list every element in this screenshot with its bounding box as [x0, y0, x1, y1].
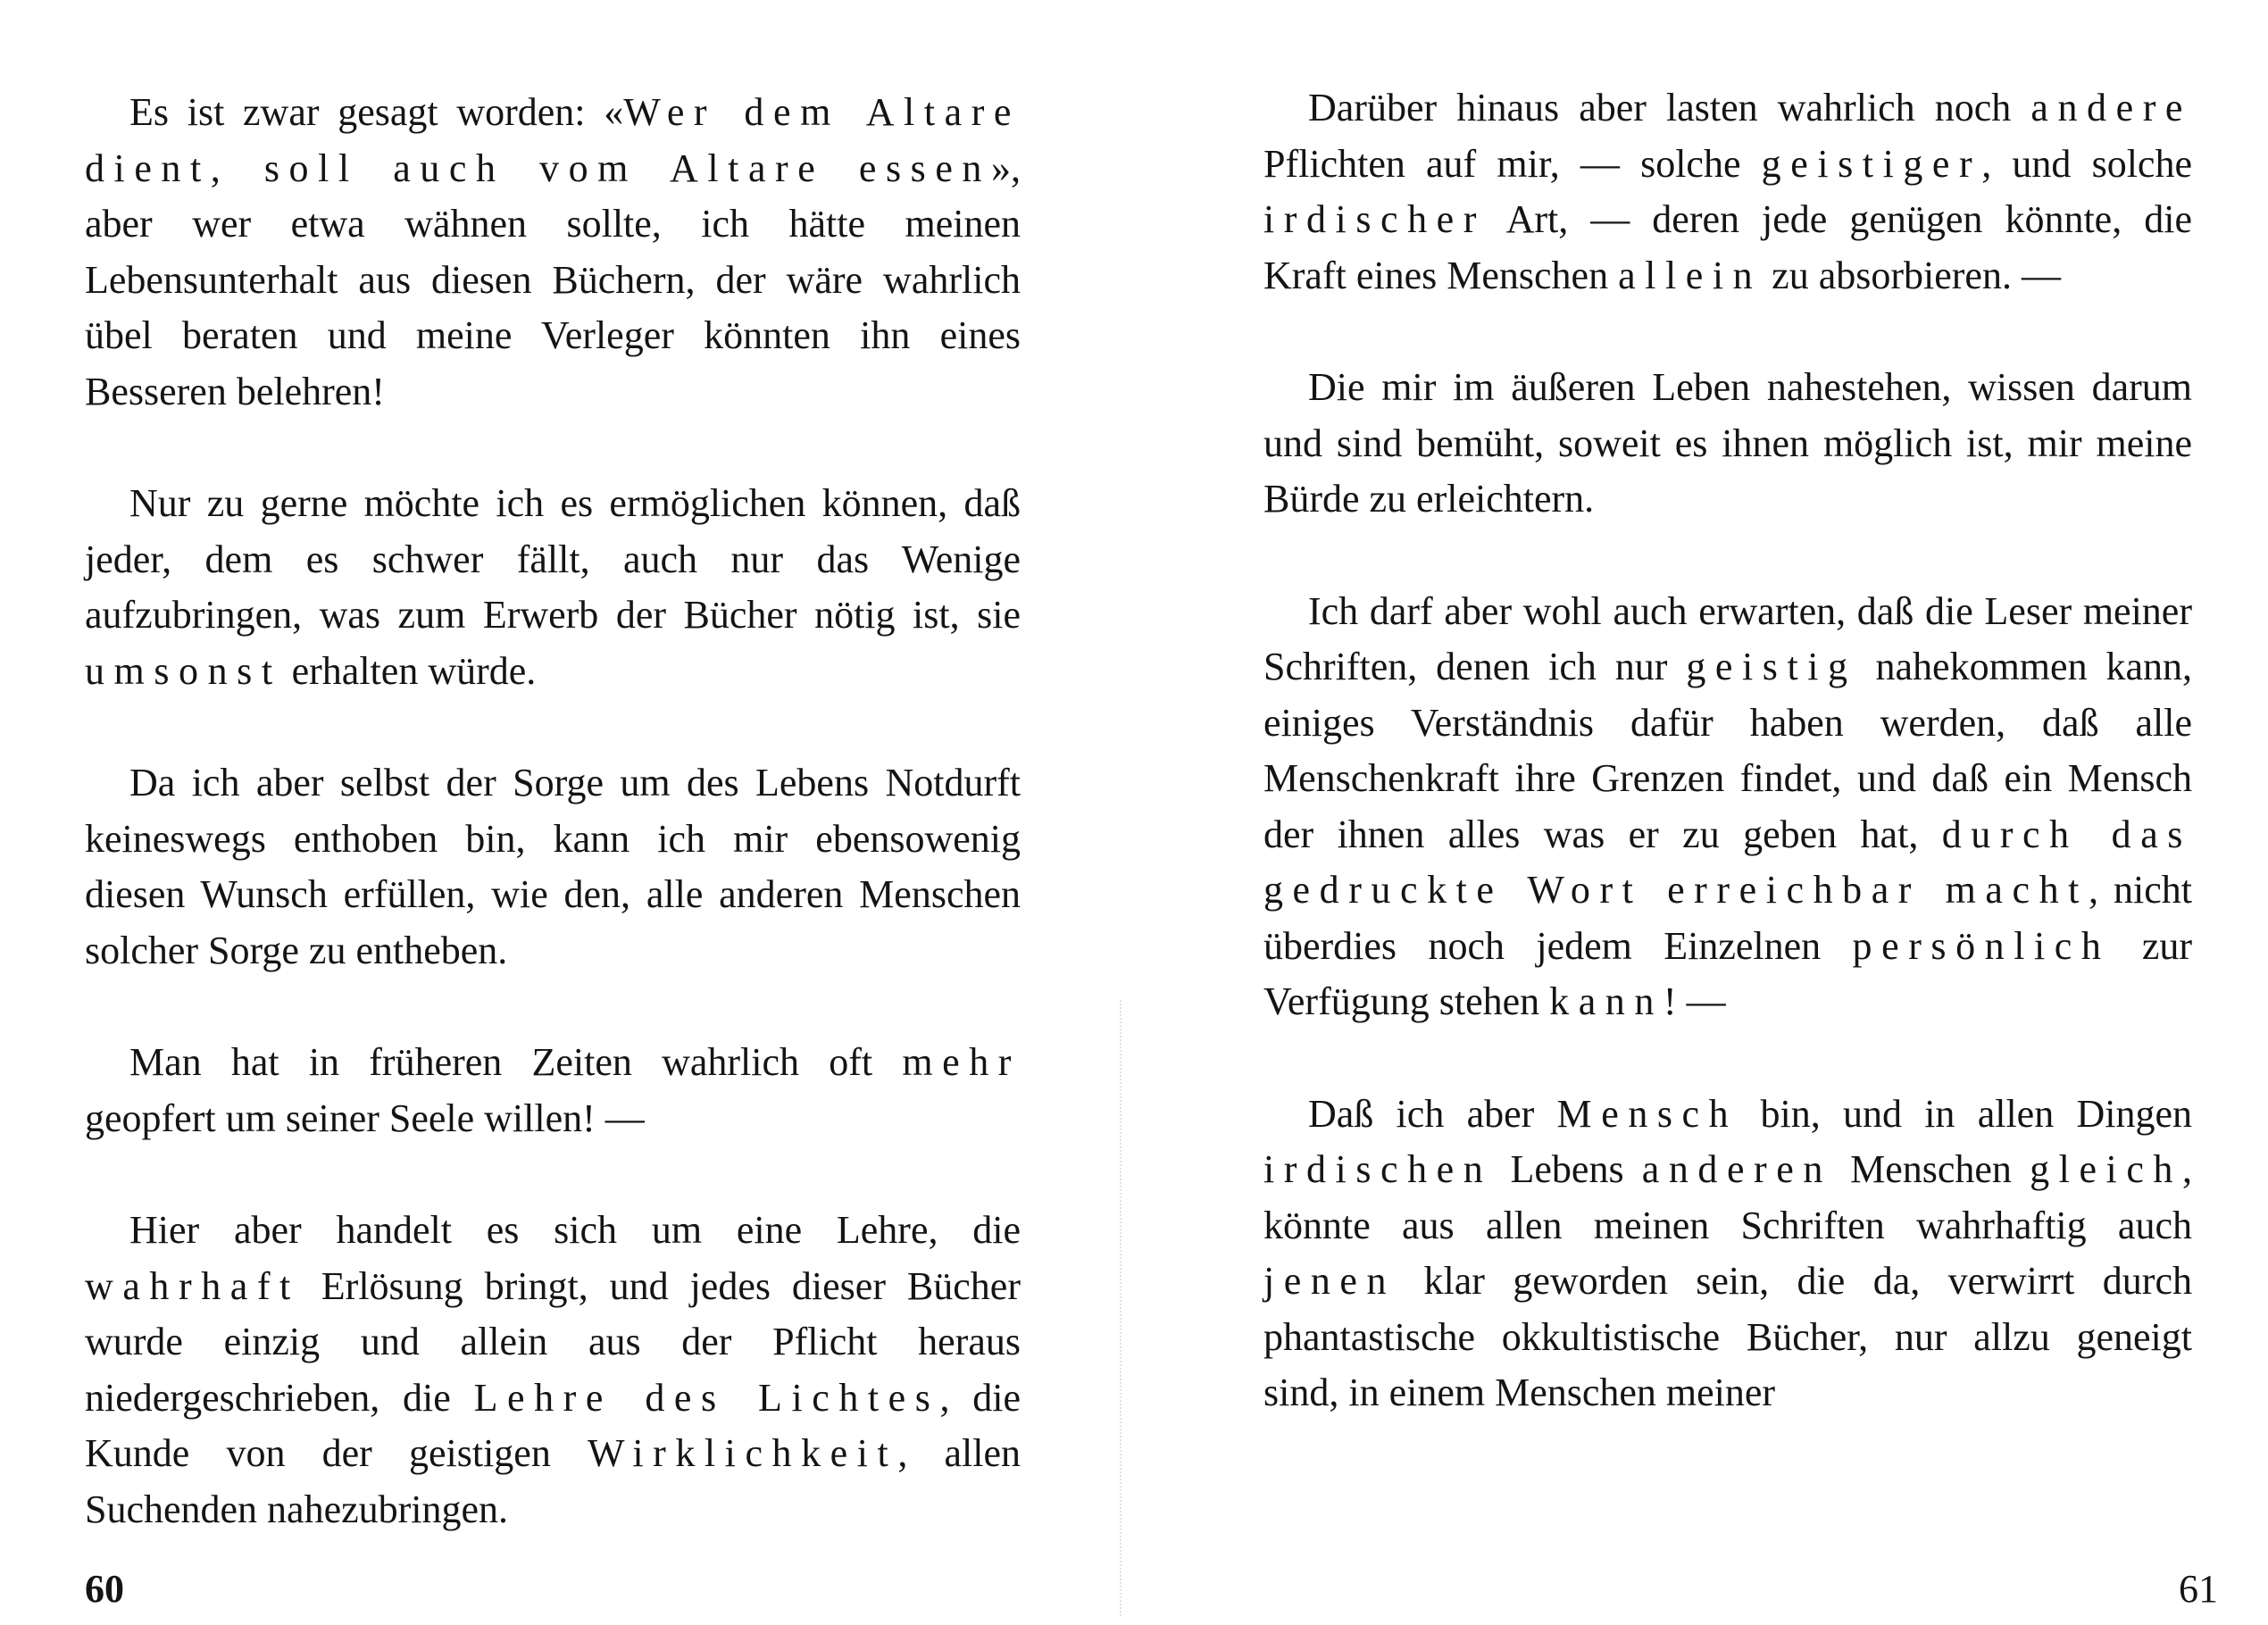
text-run: , nicht überdies noch jedem Einzelnen: [1263, 868, 2192, 968]
book-gutter: [1120, 1000, 1134, 1616]
right-page: [1134, 0, 2268, 1625]
text-run: Man hat in früheren Zeiten wahrlich oft: [129, 1040, 903, 1084]
emphasized-text: kann: [1549, 979, 1663, 1023]
left-page: [0, 0, 1125, 1625]
text-run: Daß ich aber: [1308, 1091, 1557, 1136]
paragraph: [85, 755, 1021, 979]
text-run: Nur zu gerne möchte ich es ermöglichen können, daß jeder, dem es schwer fällt, auch nur das Wenige aufzubringen, was zum Erwerb der Bücher nötig ist, sie: [85, 481, 1021, 637]
paragraph: [85, 1035, 1021, 1146]
emphasized-text: andere: [2030, 86, 2192, 129]
text-run: Es ist zwar gesagt worden: «: [129, 90, 624, 134]
text-run: klar geworden sein, die da, verwirrt durch phantastische okkultistische Bücher, nur allzu geneigt sind, in einem Menschen meiner: [1263, 1259, 2192, 1414]
emphasized-text: wahrhaft: [85, 1263, 300, 1308]
text-run: Ich darf aber wohl auch erwarten, daß die Leser meiner Schriften, denen ich nur: [1263, 588, 2192, 688]
text-run: erhalten würde.: [281, 648, 537, 693]
emphasized-text: Wer dem Altare dient, soll auch vom Altare essen: [85, 90, 1021, 190]
text-run: bin, und in allen Dingen: [1738, 1091, 2192, 1136]
emphasized-text: jenen: [1263, 1259, 1397, 1303]
emphasized-text: allein: [1618, 253, 1763, 297]
paragraph: [85, 85, 1021, 420]
paragraph: [1263, 1087, 2192, 1421]
emphasized-text: anderen: [1641, 1147, 1832, 1191]
text-run: Da ich aber selbst der Sorge um des Lebens Notdurft keineswegs enthoben bin, kann ich mir ebensowenig diesen Wunsch erfüllen, wie den, alle anderen Menschen solcher Sorge zu entheben.: [85, 761, 1021, 972]
text-run: geopfert um seiner Seele willen! —: [85, 1096, 645, 1140]
text-run: ! —: [1663, 979, 1726, 1023]
emphasized-text: Lehre des Lichtes: [473, 1375, 940, 1420]
emphasized-text: Mensch: [1556, 1091, 1739, 1136]
left-text-column: [85, 85, 1021, 1594]
right-text-column: [1263, 80, 2192, 1478]
text-run: Hier aber handelt es sich um eine Lehre, die: [129, 1208, 1021, 1252]
text-run: Lebens: [1492, 1147, 1642, 1191]
paragraph: [1263, 584, 2192, 1030]
emphasized-text: geistiger: [1761, 141, 1982, 186]
emphasized-text: Wirklichkeit: [588, 1431, 898, 1475]
text-run: », aber wer etwa wähnen sollte, ich hätte meinen Lebensunterhalt aus diesen Büchern, der wäre wahrlich übel beraten und meine Verleger könnten ihn eines Besseren belehren!: [85, 146, 1021, 413]
emphasized-text: geistig: [1686, 645, 1857, 688]
text-run: , könnte aus allen meinen Schriften wahrhaftig auch: [1263, 1147, 2192, 1247]
text-run: Erlösung bringt, und jedes dieser Bücher wurde einzig und allein aus der Pflicht heraus niedergeschrieben, die: [85, 1263, 1021, 1420]
emphasized-text: irdischen: [1263, 1147, 1493, 1191]
text-run: Art, — deren jede genügen könnte, die Kraft eines Menschen: [1263, 197, 2192, 297]
paragraph: [85, 1203, 1021, 1538]
paragraph: [85, 476, 1021, 699]
emphasized-text: durch das gedruckte Wort erreichbar macht: [1263, 812, 2192, 912]
text-run: zur Verfügung stehen: [1263, 923, 2193, 1023]
text-run: Darüber hinaus aber lasten wahrlich noch: [1308, 86, 2031, 129]
text-run: Die mir im äußeren Leben nahestehen, wissen darum und sind bemüht, soweit es ihnen möglich ist, mir meine Bürde zu erleichtern.: [1263, 365, 2192, 521]
text-run: , und solche: [1981, 141, 2192, 186]
text-run: , die Kunde von der geistigen: [85, 1375, 1021, 1475]
text-run: , allen Suchenden nahezubringen.: [85, 1431, 1021, 1531]
emphasized-text: gleich: [2030, 1147, 2182, 1191]
text-run: Menschen: [1831, 1147, 2030, 1191]
text-run: Pflichten auf mir, — solche: [1263, 141, 1762, 186]
emphasized-text: mehr: [902, 1040, 1021, 1084]
page-number: 60: [85, 1567, 124, 1611]
text-run: zu absorbieren. —: [1762, 253, 2061, 297]
paragraph: [1263, 80, 2192, 304]
page-number: 61: [2179, 1567, 2218, 1611]
text-run: nahekommen kann, einiges Verständnis dafür haben werden, daß alle Menschenkraft ihre Grenzen findet, und daß ein Mensch der ihnen alles was er zu geben hat,: [1263, 645, 2192, 856]
paragraph: [1263, 360, 2192, 528]
emphasized-text: umsonst: [85, 648, 282, 693]
emphasized-text: irdischer: [1263, 197, 1486, 241]
emphasized-text: persönlich: [1852, 923, 2111, 968]
